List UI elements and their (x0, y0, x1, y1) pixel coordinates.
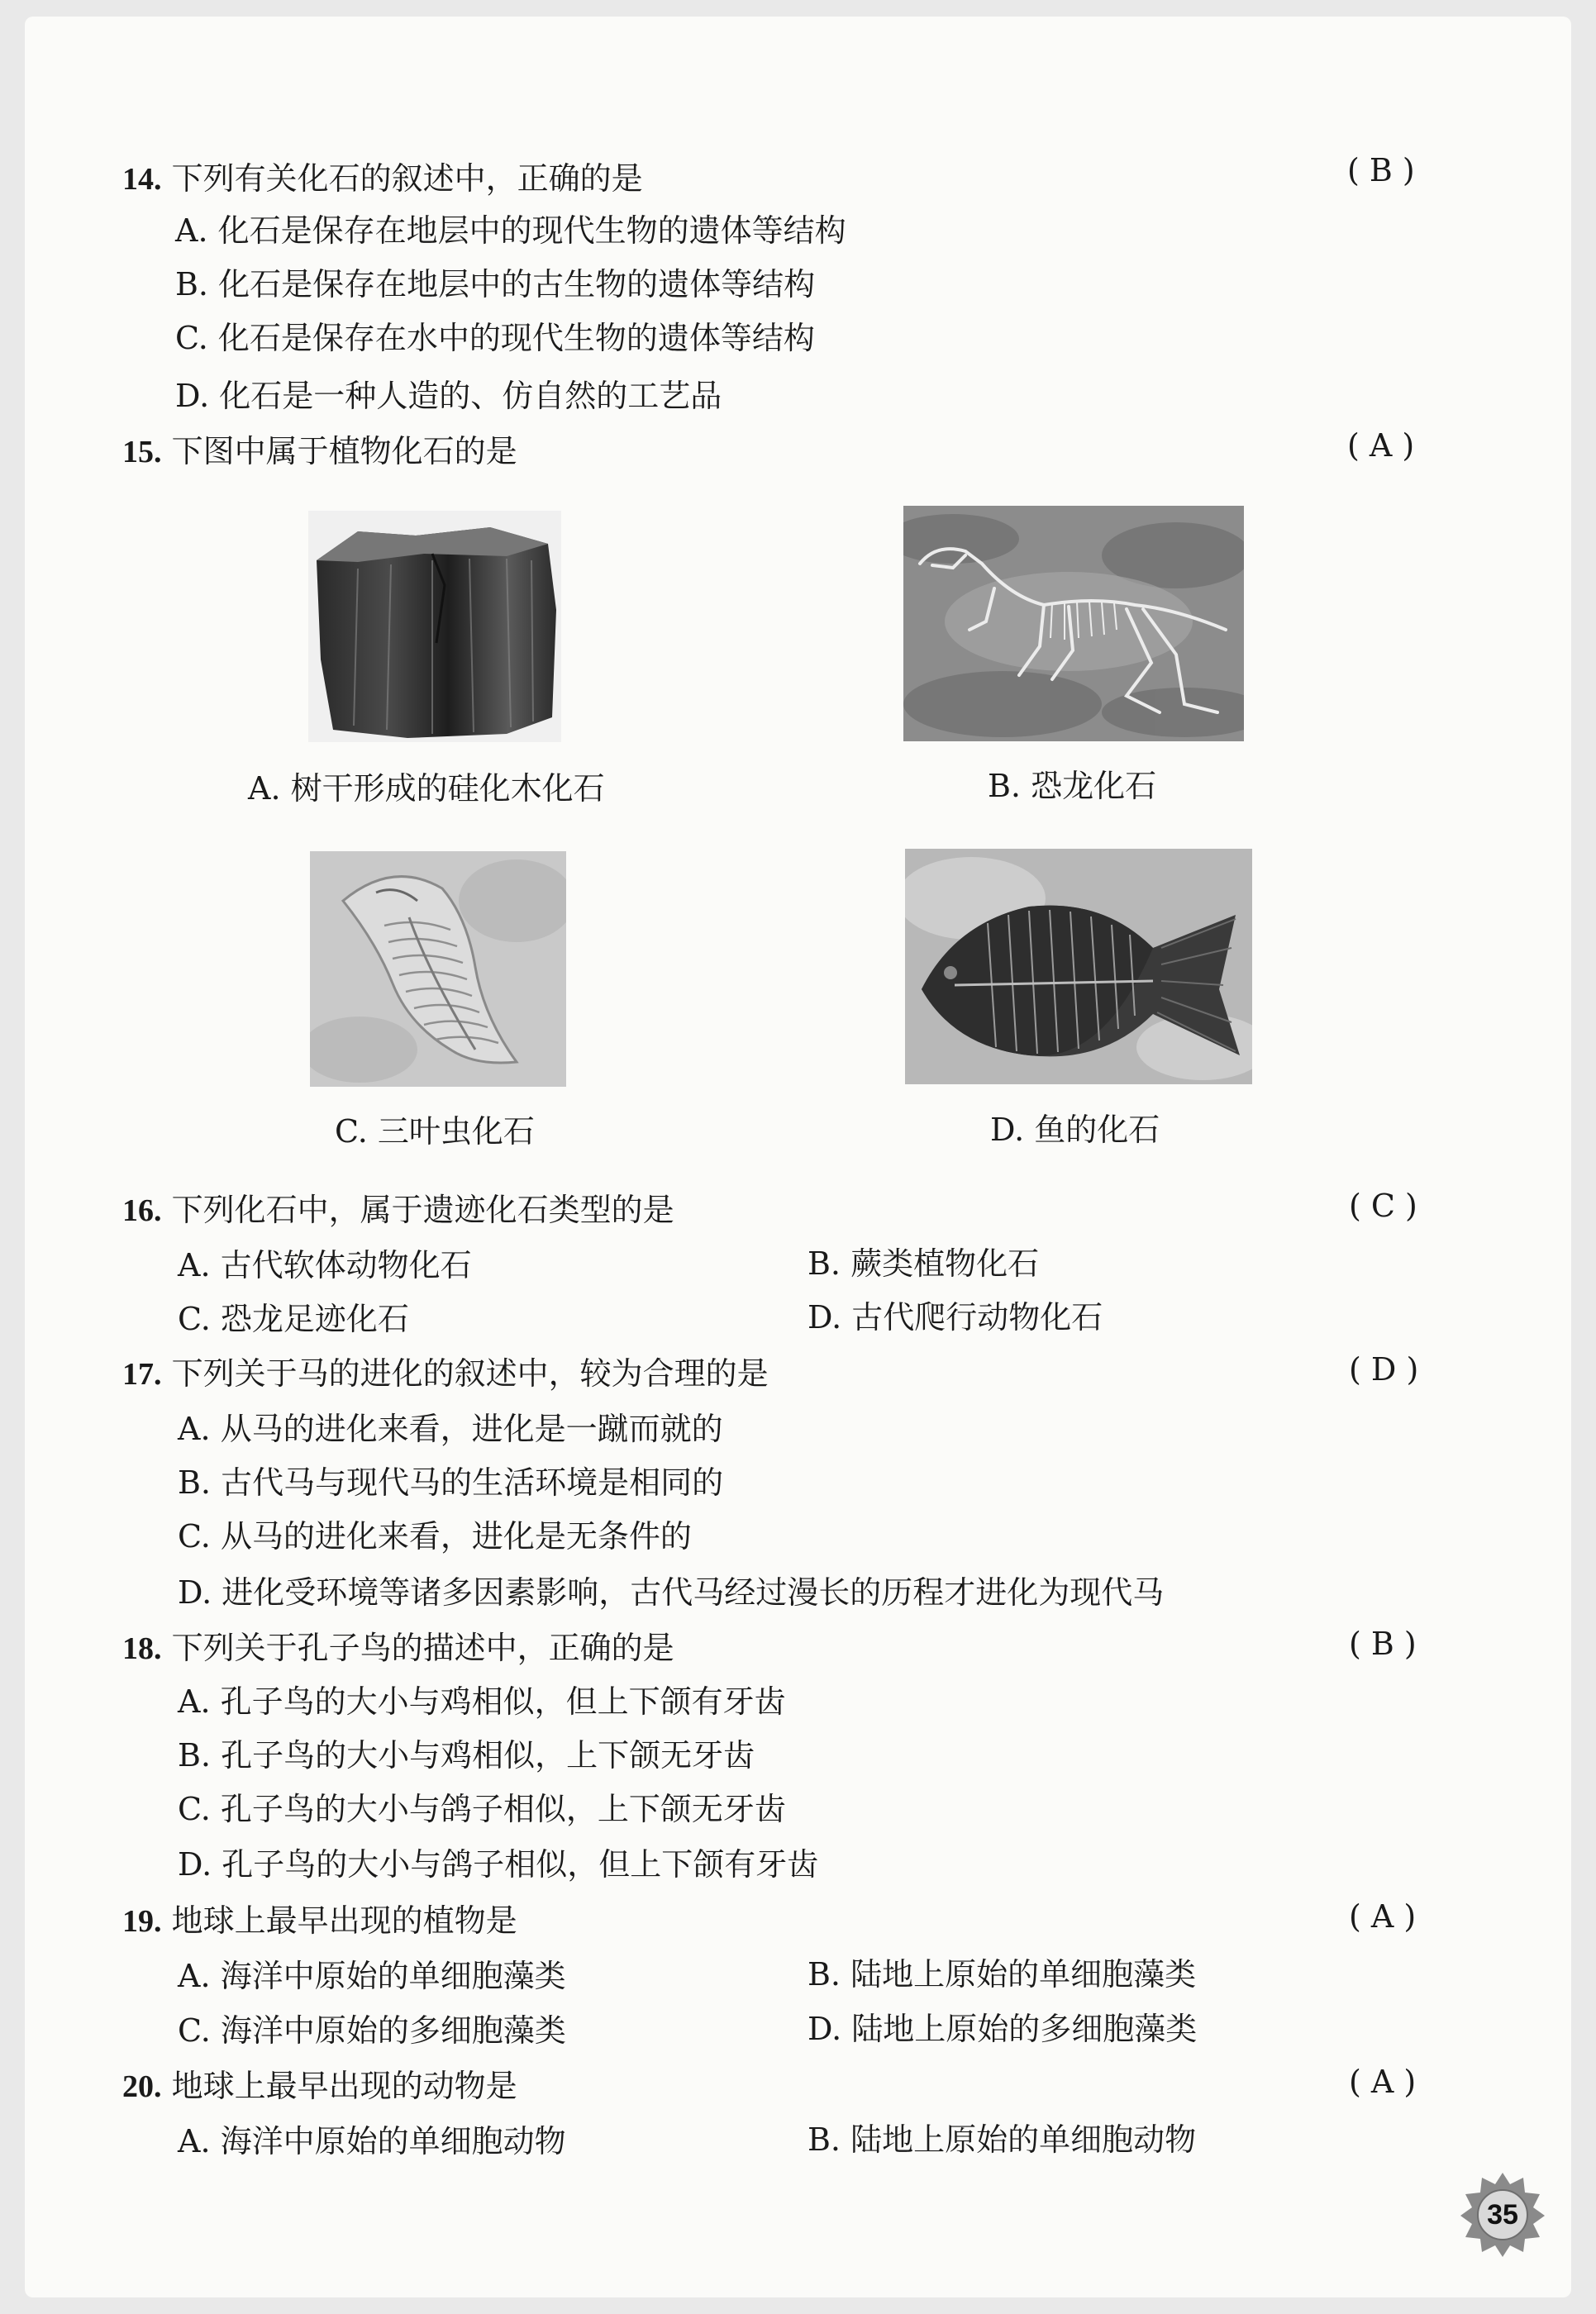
question-text: 下图中属于植物化石的是 (171, 433, 517, 469)
answer-mark: ( C ) (1349, 1188, 1417, 1224)
answer-mark: ( D ) (1349, 1351, 1419, 1388)
question-text: 下列有关化石的叙述中，正确的是 (171, 160, 643, 197)
option-a: A. 海洋中原始的单细胞动物 (178, 2123, 566, 2159)
fish-fossil-photo (905, 849, 1252, 1084)
question-number: 17. (122, 1357, 162, 1392)
question-text: 下列关于孔子鸟的描述中，正确的是 (171, 1630, 674, 1666)
figure-caption-b: B. 恐龙化石 (988, 768, 1157, 804)
figure-caption-c: C. 三叶虫化石 (335, 1113, 535, 1150)
option-a: A. 海洋中原始的单细胞藻类 (178, 1958, 566, 1994)
figure-caption-a: A. 树干形成的硅化木化石 (248, 770, 605, 807)
question-18-stem (122, 1632, 674, 1664)
option-a: A. 化石是保存在地层中的现代生物的遗体等结构 (175, 212, 846, 249)
option-b: B. 古代马与现代马的生活环境是相同的 (178, 1464, 724, 1501)
trilobite-photo (310, 851, 566, 1087)
dinosaur-skeleton-photo (903, 506, 1244, 741)
option-c: C. 孔子鸟的大小与鸽子相似，上下颌无牙齿 (178, 1791, 786, 1827)
option-d: D. 化石是一种人造的、仿自然的工艺品 (175, 378, 722, 414)
option-a: A. 古代软体动物化石 (178, 1247, 472, 1283)
option-b: B. 化石是保存在地层中的古生物的遗体等结构 (175, 266, 816, 302)
answer-mark: ( A ) (1347, 427, 1415, 464)
option-c: C. 海洋中原始的多细胞藻类 (178, 2012, 566, 2049)
option-b: B. 孔子鸟的大小与鸡相似，上下颌无牙齿 (178, 1737, 755, 1774)
question-text: 地球上最早出现的动物是 (171, 2068, 517, 2104)
page-number: 35 (1487, 2198, 1518, 2231)
question-text: 下列化石中，属于遗迹化石类型的是 (171, 1192, 674, 1228)
question-number: 15. (122, 435, 162, 469)
option-b: B. 陆地上原始的单细胞动物 (808, 2121, 1197, 2158)
question-20-stem (122, 2070, 517, 2102)
answer-mark: ( A ) (1349, 1898, 1417, 1935)
question-number: 20. (122, 2069, 162, 2104)
question-14-stem (122, 160, 643, 197)
question-text: 地球上最早出现的植物是 (171, 1902, 517, 1939)
option-c: C. 恐龙足迹化石 (178, 1301, 409, 1337)
figure-caption-d: D. 鱼的化石 (990, 1112, 1160, 1148)
question-text: 下列关于马的进化的叙述中，较为合理的是 (171, 1355, 769, 1392)
option-c: C. 化石是保存在水中的现代生物的遗体等结构 (175, 320, 815, 356)
option-c: C. 从马的进化来看，进化是无条件的 (178, 1518, 692, 1555)
question-16-stem (122, 1194, 674, 1226)
question-number: 19. (122, 1904, 162, 1939)
worksheet-page (25, 17, 1571, 2297)
option-b: B. 蕨类植物化石 (808, 1245, 1040, 1282)
option-d: D. 陆地上原始的多细胞藻类 (808, 2011, 1198, 2047)
option-a: A. 从马的进化来看，进化是一蹴而就的 (178, 1411, 723, 1447)
page-number-badge (1457, 2169, 1548, 2260)
question-number: 18. (122, 1631, 162, 1666)
option-d: D. 孔子鸟的大小与鸽子相似，但上下颌有牙齿 (178, 1846, 819, 1883)
petrified-wood-photo (308, 511, 561, 742)
option-d: D. 进化受环境等诸多因素影响，古代马经过漫长的历程才进化为现代马 (178, 1574, 1165, 1611)
option-d: D. 古代爬行动物化石 (808, 1299, 1103, 1336)
question-number: 14. (122, 162, 162, 197)
question-number: 16. (122, 1193, 162, 1228)
answer-mark: ( B ) (1349, 1626, 1417, 1662)
option-b: B. 陆地上原始的单细胞藻类 (808, 1956, 1197, 1993)
question-19-stem (122, 1902, 517, 1939)
option-a: A. 孔子鸟的大小与鸡相似，但上下颌有牙齿 (178, 1683, 786, 1720)
question-15-stem (122, 433, 517, 469)
answer-mark: ( A ) (1349, 2064, 1417, 2100)
question-17-stem (122, 1355, 769, 1392)
answer-mark: ( B ) (1347, 152, 1415, 188)
